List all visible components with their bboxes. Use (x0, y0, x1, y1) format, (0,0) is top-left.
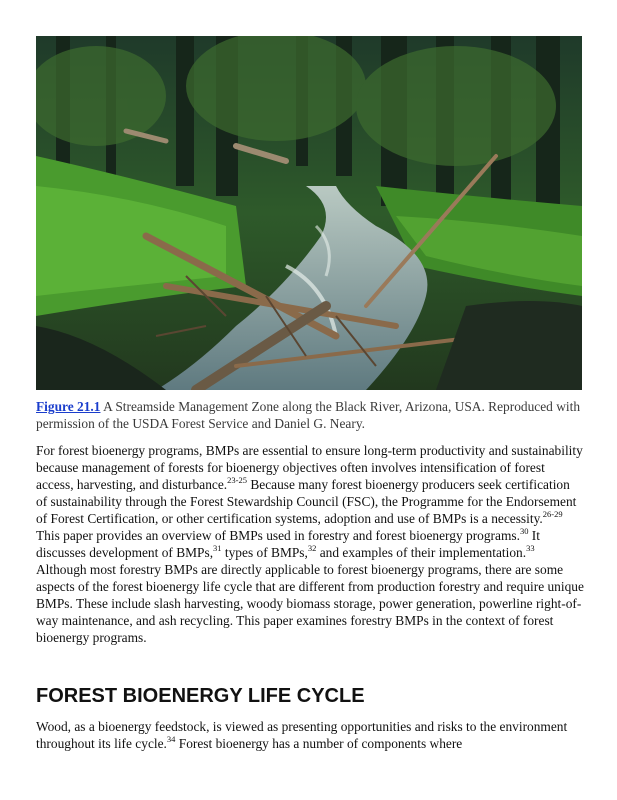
citation-ref: 31 (213, 543, 222, 553)
p1-text: and examples of their implementation. (316, 545, 527, 560)
citation-ref: 26-29 (542, 509, 563, 519)
section-heading: FOREST BIOENERGY LIFE CYCLE (36, 685, 365, 707)
citation-ref: 30 (519, 526, 529, 536)
figure-photo (36, 36, 582, 390)
citation-ref: 33 (526, 543, 535, 553)
figure-caption (36, 398, 584, 432)
citation-ref: 34 (166, 734, 176, 744)
p1-text: It discusses development of BMPs, (36, 528, 540, 560)
p1-text: Although most forestry BMPs are directly applicable to forest bioenergy programs, there are some aspects of the forest bioenergy life cycle that are different from production forestry and require unique BMPs. These include slash harvesting, woody biomass storage, power generation, powerline right-of-way maintenance, and ash recycling. This paper examines forestry BMPs in the context of forest bioenergy programs. (36, 562, 584, 645)
p1-text: Because many forest bioenergy producers seek certification of sustainability through the Forest Stewardship Council (FSC), the Programme for the Endorsement of Forest Certification, or other certification systems, adoption and use of BMPs is a necessity. (36, 477, 577, 526)
p2-text: Forest bioenergy has a number of components where (175, 736, 463, 751)
citation-ref: 23-25 (227, 475, 247, 485)
p1-text: For forest bioenergy programs, BMPs are essential to ensure long-term productivity and sustainability because management of forests for bioenergy objectives often involves intensification of forest access, harvesting, and disturbance. (36, 443, 583, 492)
p2-text: Wood, as a bioenergy feedstock, is viewed as presenting opportunities and risks to the environment throughout its life cycle. (36, 719, 568, 751)
body-paragraph-2 (36, 718, 584, 752)
p1-text: This paper provides an overview of BMPs used in forestry and forest bioenergy programs. (36, 528, 520, 543)
citation-ref: 32 (307, 543, 317, 553)
figure-link[interactable]: Figure 21.1 (36, 399, 101, 414)
p1-text: types of BMPs, (221, 545, 308, 560)
caption-text: A Streamside Management Zone along the Black River, Arizona, USA. Reproduced with permission of the USDA Forest Service and Daniel G. Neary. (36, 399, 581, 431)
body-paragraph-1 (36, 442, 584, 646)
